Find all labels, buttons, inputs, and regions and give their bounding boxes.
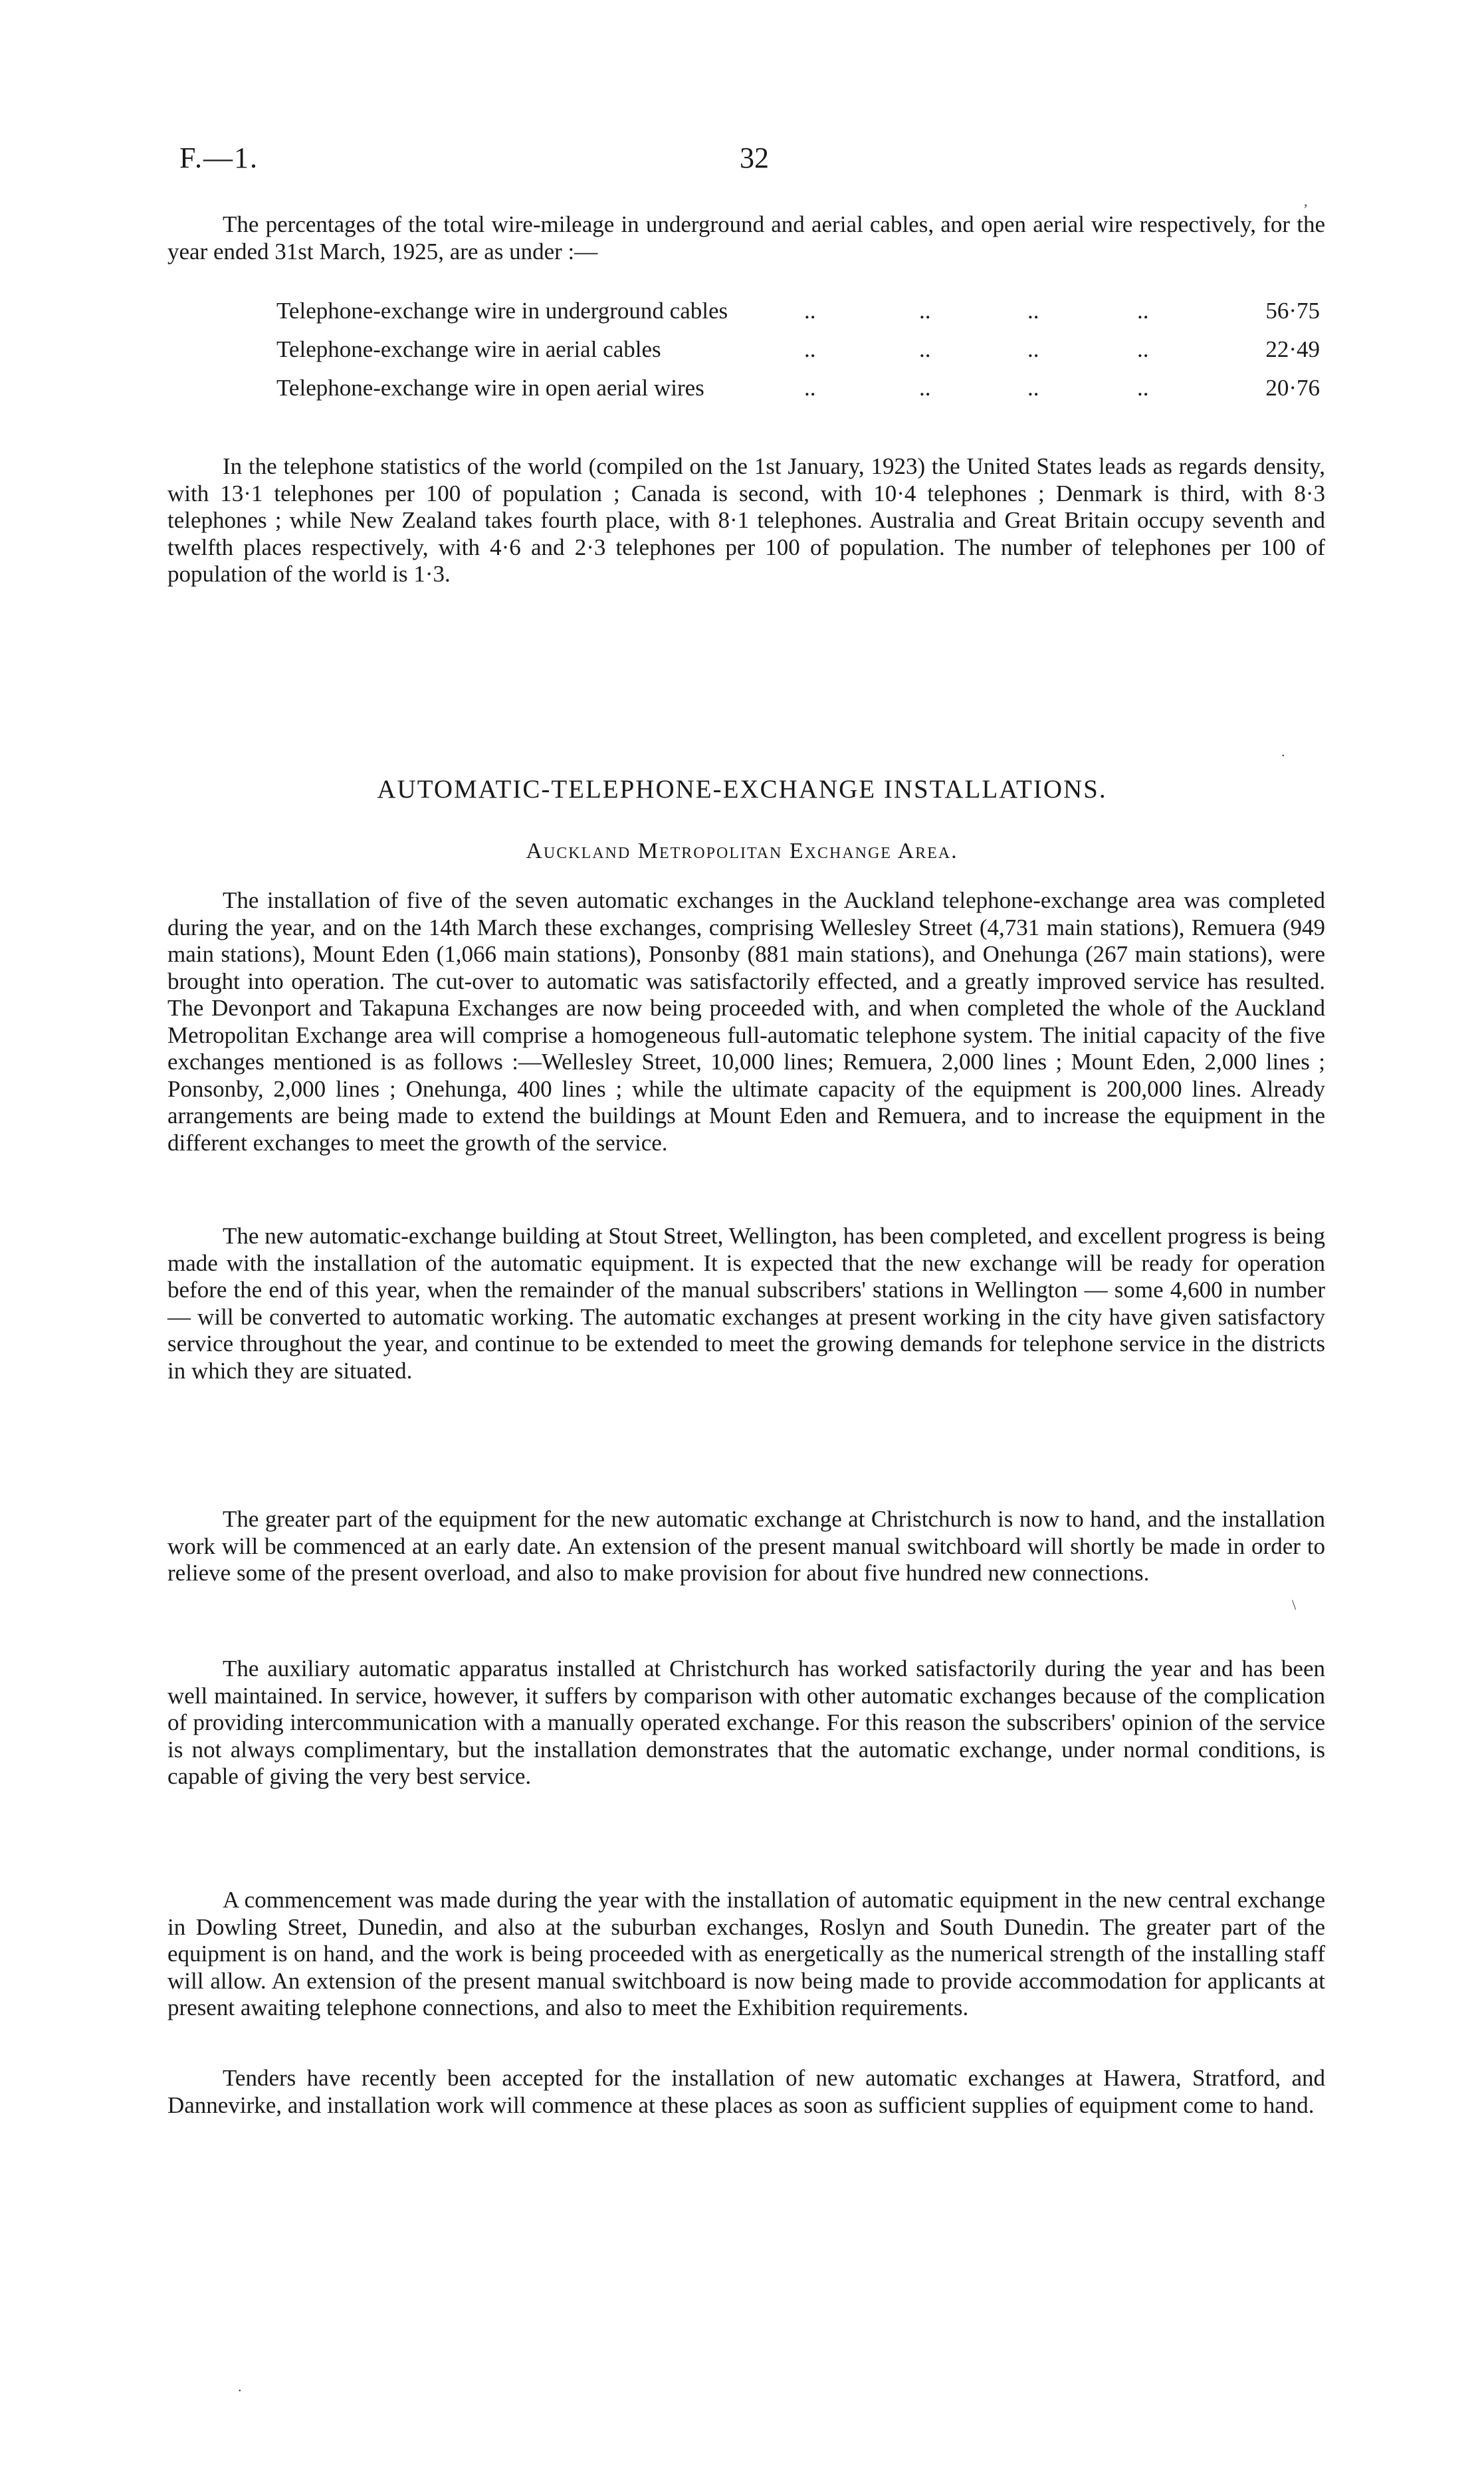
page-header [179,141,1305,181]
wellington-paragraph [167,1223,1325,1384]
paragraph-text: A commencement was made during the year with the installation of automatic equipment in the new central exchange in Dowling Street, Dunedin, and also at the suburban exchanges, Roslyn and South Dunedin. The greater part of the equipment is on hand, and the work is being proceeded with as energetically as the numerical strength of the installing staff will allow. An extension of the present manual switchboard is now being made to provide accommodation for applicants at present awaiting telephone connections, and also to meet the Exhibition requirements. [167,1887,1325,2020]
page-number: 32 [740,142,769,174]
stray-mark: . [1281,743,1285,760]
stray-mark: . [238,2378,242,2395]
table-row: Telephone-exchange wire in open aerial wires .. .. .. .. 20·76 [276,375,1320,401]
stray-mark: , [1304,193,1308,209]
paragraph-text: Tenders have recently been accepted for the installation of new automatic exchanges at Hawera, Stratford, and Dannevirke, and installation work will commence at these places as soon as sufficient supplies of equipment come to hand. [167,2065,1325,2118]
wire-percentage-table [276,298,1320,413]
row-label: Telephone-exchange wire in underground cables [276,298,728,324]
dunedin-paragraph [167,1887,1325,2022]
world-statistics-text: In the telephone statistics of the world (compiled on the 1st January, 1923) the United States leads as regards density, with 13·1 telephones per 100 of population ; Canada is second, with 10·4 telephones ; Denmark is third, with 8·3 telephones ; while New Zealand takes fourth place, with 8·1 telephones. Australia and Great Britain occupy seventh and twelfth places respectively, with 4·6 and 2·3 telephones per 100 of population. The number of telephones per 100 of population of the world is 1·3. [167,453,1325,587]
christchurch-paragraph [167,1506,1325,1587]
paragraph-text: The greater part of the equipment for the new automatic exchange at Christchurch is now to hand, and the installation work will be commenced at an early date. An extension of the present manual switchboard will shortly be made in order to relieve some of the present overload, and also to make provision for about five hundred new connections. [167,1506,1325,1586]
row-value: 20·76 [1265,375,1320,401]
paragraph-text: The installation of five of the seven automatic exchanges in the Auckland telephone-exchange area was completed during the year, and on the 14th March these exchanges, comprising Wellesley Street (4,731 main stations), Remuera (949 main stations), Mount Eden (1,066 main stations), Ponsonby (881 main stations), and Onehunga (267 main stations), were brought into operation. The cut-over to automatic was satisfactorily effected, and a greatly improved service has resulted. The Devonport and Takapuna Exchanges are now being proceeded with, and when completed the whole of the Auckland Metropolitan Exchange area will comprise a homogeneous full-automatic telephone system. The initial capacity of the five exchanges mentioned is as follows :—Wellesley Street, 10,000 lines; Remuera, 2,000 lines ; Mount Eden, 2,000 lines ; Ponsonby, 2,000 lines ; Onehunga, 400 lines ; while the ultimate capacity of the equipment is 200,000 lines. Already arrangements are being made to extend the buildings at Mount Eden and Remuera, and to increase the equipment in the different exchanges to meet the growth of the service. [167,887,1325,1156]
auxiliary-apparatus-paragraph [167,1656,1325,1790]
row-value: 56·75 [1265,298,1320,324]
intro-paragraph [167,211,1325,265]
table-row: Telephone-exchange wire in underground cables .. .. .. .. 56·75 [276,298,1320,324]
row-label: Telephone-exchange wire in aerial cables [276,336,661,362]
section-heading: AUTOMATIC-TELEPHONE-EXCHANGE INSTALLATIONS. [377,775,1107,804]
subsection-heading: Auckland Metropolitan Exchange Area. [526,839,958,863]
paragraph-text: The new automatic-exchange building at Stout Street, Wellington, has been completed, and excellent progress is being made with the installation of the automatic equipment. It is expected that the new exchange will be ready for operation before the end of this year, when the remainder of the manual subscribers' stations in Wellington — some 4,600 in number — will be converted to automatic working. The automatic exchanges at present working in the city have given satisfactory service throughout the year, and continue to be extended to meet the growing demands for telephone service in the districts in which they are situated. [167,1223,1325,1384]
row-label: Telephone-exchange wire in open aerial wires [276,375,704,401]
parliamentary-paper-reference: F.—1. [179,142,259,174]
paragraph-text: The auxiliary automatic apparatus installed at Christchurch has worked satisfactorily during the year and has been well maintained. In service, however, it suffers by comparison with other automatic exchanges because of the complication of providing intercommunication with a manually operated exchange. For this reason the subscribers' opinion of the service is not always complimentary, but the installation demonstrates that the automatic exchange, under normal conditions, is capable of giving the very best service. [167,1656,1325,1789]
row-value: 22·49 [1265,336,1320,362]
intro-text: The percentages of the total wire-mileage in underground and aerial cables, and open aerial wire respectively, for the year ended 31st March, 1925, are as under :— [167,211,1325,265]
auckland-paragraph [167,887,1325,1156]
table-row: Telephone-exchange wire in aerial cables .. .. .. .. 22·49 [276,336,1320,362]
stray-mark: \ [1292,1596,1297,1613]
world-statistics-paragraph [167,453,1325,588]
tenders-paragraph [167,2065,1325,2119]
